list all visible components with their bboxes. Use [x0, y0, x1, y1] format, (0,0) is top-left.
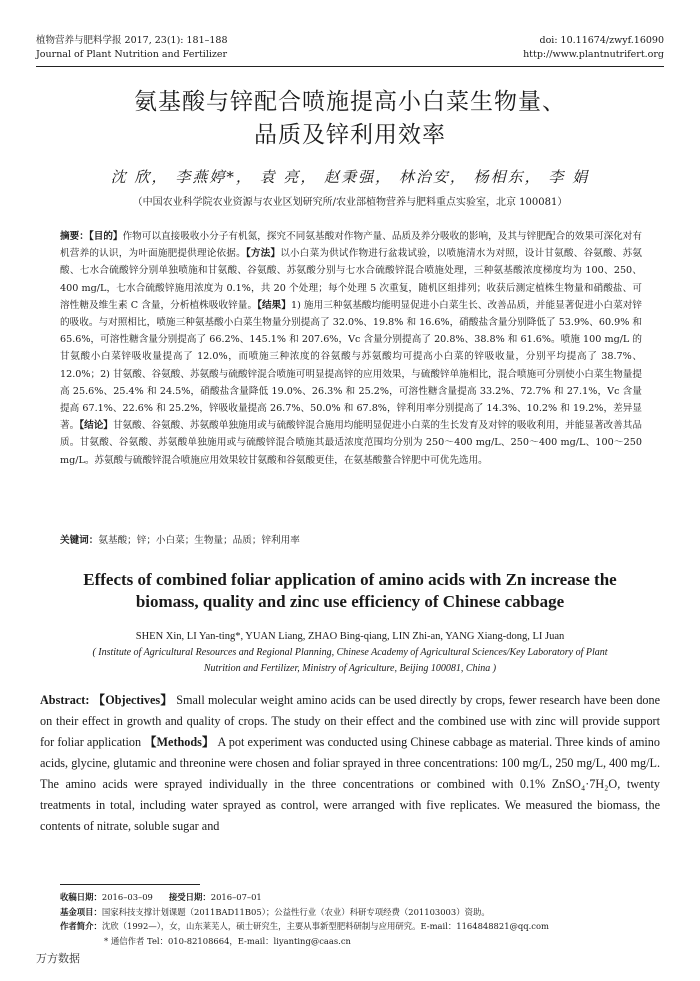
en-title-line1: Effects of combined foliar application of amino acids with Zn increase the [83, 570, 617, 589]
en-methods-text: A pot experiment was conducted using Chinese cabbage as material. Three kinds of amino acids, glycine, glutamic and threonine were chosen and foliar sprayed in three concentrations: 100 mg/L, 250 mg/L, 400 mg/L. The amino acids were sprayed individually in the three concentrations or combined with 0.1% ZnSO₄·7H₂O, twenty treatments in total, including water sprayed as control, were arranged with five replicates. We measured the biomass, the contents of nitrate, soluble sugar and [40, 735, 660, 833]
journal-url[interactable]: http://www.plantnutrifert.org [523, 49, 664, 60]
cn-keywords [60, 532, 642, 546]
received-label: 收稿日期： [60, 892, 102, 902]
cn-conclusion-label: 【结论】 [79, 420, 113, 432]
cn-objective-label: 【目的】 [88, 231, 123, 242]
cn-keywords-label: 关键词： [60, 535, 99, 546]
cn-results-text: 1) 施用三种氨基酸均能明显促进小白菜生长、改善品质，并能显著促进小白菜对锌的吸收。与对照相比，喷施三种氨基酸小白菜生物量分别提高了 32.0%、19.8% 和 16.6%，硝酸盐含量分别降低了 53.9%、60.9% 和 65.6%，可溶性糖含量分别提高了 66.2%、145.1% 和 207.6%，Vc 含量分别提高了 20.8%、38.8% 和 61.6%。喷施 100 mg/L 的甘氨酸小白菜锌吸收量提高了 12.0%，而喷施三种浓度的谷氨酸与苏氨酸均可提高小白菜的锌吸收量，分别平均提高了 38.7%、12.0%；2) 甘氨酸、谷氨酸、苏氨酸与硫酸锌混合喷施可明显提高锌的应用效果，与硫酸锌单施相比，混合喷施可分别使小白菜生物量提高 25.6%、25.4% 和 24.5%，硝酸盐含量降低 19.0%、26.3% 和 25.2%，可溶性糖含量提高 33.2%、72.7% 和 27.1%，Vc 含量提高 67.1%、22.6% 和 25.2%，锌吸收量提高 26.7%、50.0% 和 67.8%，锌利用率分别提高了 14.3%、10.2% 和 19.2%，差异显著。 [60, 299, 642, 432]
cn-title [0, 86, 700, 152]
cn-title-line2: 品质及锌利用效率 [254, 122, 446, 148]
cn-affiliation: （中国农业科学院农业资源与农业区划研究所/农业部植物营养与肥料重点实验室，北京 100081） [132, 197, 568, 208]
correspondence-line: * 通信作者 Tel：010-82108664，E-mail：liyanting@caas.cn [104, 935, 351, 946]
fund-text: 国家科技支撑计划课题（2011BAD11B05）；公益性行业（农业）科研专项经费（201103003）资助。 [101, 906, 490, 917]
en-abstract [40, 690, 660, 837]
en-affiliation: ( Institute of Agricultural Resources and Regional Planning, Chinese Academy of Agricultural Sciences/Key Laboratory of Plant Nutrition and Fertilizer, Ministry of Agriculture, Beijing 100081, China ) [92, 647, 608, 674]
cn-authors: 沈 欣， 李燕婷*， 袁 亮， 赵秉强， 林治安， 杨相东， 李 娟 [110, 168, 590, 186]
fund-label: 基金项目： [60, 906, 102, 917]
author-info-text: 沈欣（1992—），女，山东莱芜人，硕士研究生，主要从事新型肥料研制与应用研究。E-mail：1164848821@qq.com [101, 921, 549, 931]
en-title [40, 569, 660, 613]
en-objectives-label: 【Objectives】 [92, 693, 173, 707]
fund-line [60, 905, 660, 920]
cn-keywords-text: 氨基酸；锌；小白菜；生物量；品质；锌利用率 [98, 535, 300, 546]
author-info-line [60, 919, 660, 934]
journal-links [523, 34, 664, 62]
footnotes [60, 890, 660, 948]
journal-info [36, 34, 228, 62]
en-title-line2: biomass, quality and zinc use efficiency of Chinese cabbage [135, 592, 565, 611]
footnote-rule [60, 884, 200, 885]
cn-abstract [60, 228, 642, 469]
cn-results-label: 【结果】 [257, 299, 291, 311]
en-objectives-text: Small molecular weight amino acids can be used directly by crops, fewer research have been done on their effect in growth and quality of crops. The study on their effect and the combined use with zinc will provide support for foliar application [40, 693, 661, 749]
cn-title-line1: 氨基酸与锌配合喷施提高小白菜生物量、 [134, 89, 566, 115]
en-abstract-label: Abstract: [40, 693, 90, 707]
dates-line [60, 890, 660, 905]
cn-objective-text: 作物可以直接吸收小分子有机氮，探究不同氨基酸对作物产量、品质及养分吸收的影响，及其与锌肥配合的效果可深化对有机营养的认识，为叶面施肥提供理论依据。 [60, 231, 643, 260]
doi[interactable]: doi: 10.11674/zwyf.16090 [539, 35, 664, 46]
cn-methods-label: 【方法】 [245, 248, 281, 260]
author-info-label: 作者简介： [60, 921, 102, 931]
header-rule [36, 66, 664, 67]
en-authors: SHEN Xin, LI Yan-ting*, YUAN Liang, ZHAO Bing-qiang, LIN Zhi-an, YANG Xiang-dong, LI Juan [135, 631, 565, 642]
en-methods-label: 【Methods】 [144, 735, 215, 749]
accepted-label: 接受日期： [168, 892, 211, 902]
cn-conclusion-text: 甘氨酸、谷氨酸、苏氨酸单独施用或与硫酸锌混合施用均能明显促进小白菜的生长发育及对锌的吸收利用，并能显著改善其品质。甘氨酸、谷氨酸、苏氨酸单独施用或与硫酸锌混合喷施其最适浓度范围均分别为 250～400 mg/L、250～400 mg/L、100～250 mg/L。苏氨酸与硫酸锌混合喷施应用效果较甘氨酸和谷氨酸更佳，在氨基酸螯合锌肥中可优先选用。 [60, 420, 643, 466]
accepted-date: 2016–07–01 [210, 892, 262, 902]
journal-cn: 植物营养与肥料学报 2017, 23(1): 181–188 [36, 35, 228, 46]
journal-en: Journal of Plant Nutrition and Fertilizer [36, 49, 228, 60]
cn-abstract-label: 摘要： [60, 231, 89, 242]
received-date: 2016–03–09 [101, 892, 153, 902]
watermark: 万方数据 [36, 952, 80, 965]
cn-methods-text: 以小白菜为供试作物进行盆栽试验，以喷施清水为对照，设计甘氨酸、谷氨酸、苏氨酸、七水合硫酸锌分别单独喷施和甘氨酸、谷氨酸、苏氨酸分别与七水合硫酸锌混合喷施处理，三种氨基酸浓度梯度均为 100、250、400 mg/L，七水合硫酸锌施用浓度为 0.1%，共 20 个处理；每个处理 5 次重复，随机区组排列；收获后测定植株生物量和硝酸盐、可溶性糖及维生素 C 含量，分析植株吸收锌量。 [60, 248, 643, 311]
